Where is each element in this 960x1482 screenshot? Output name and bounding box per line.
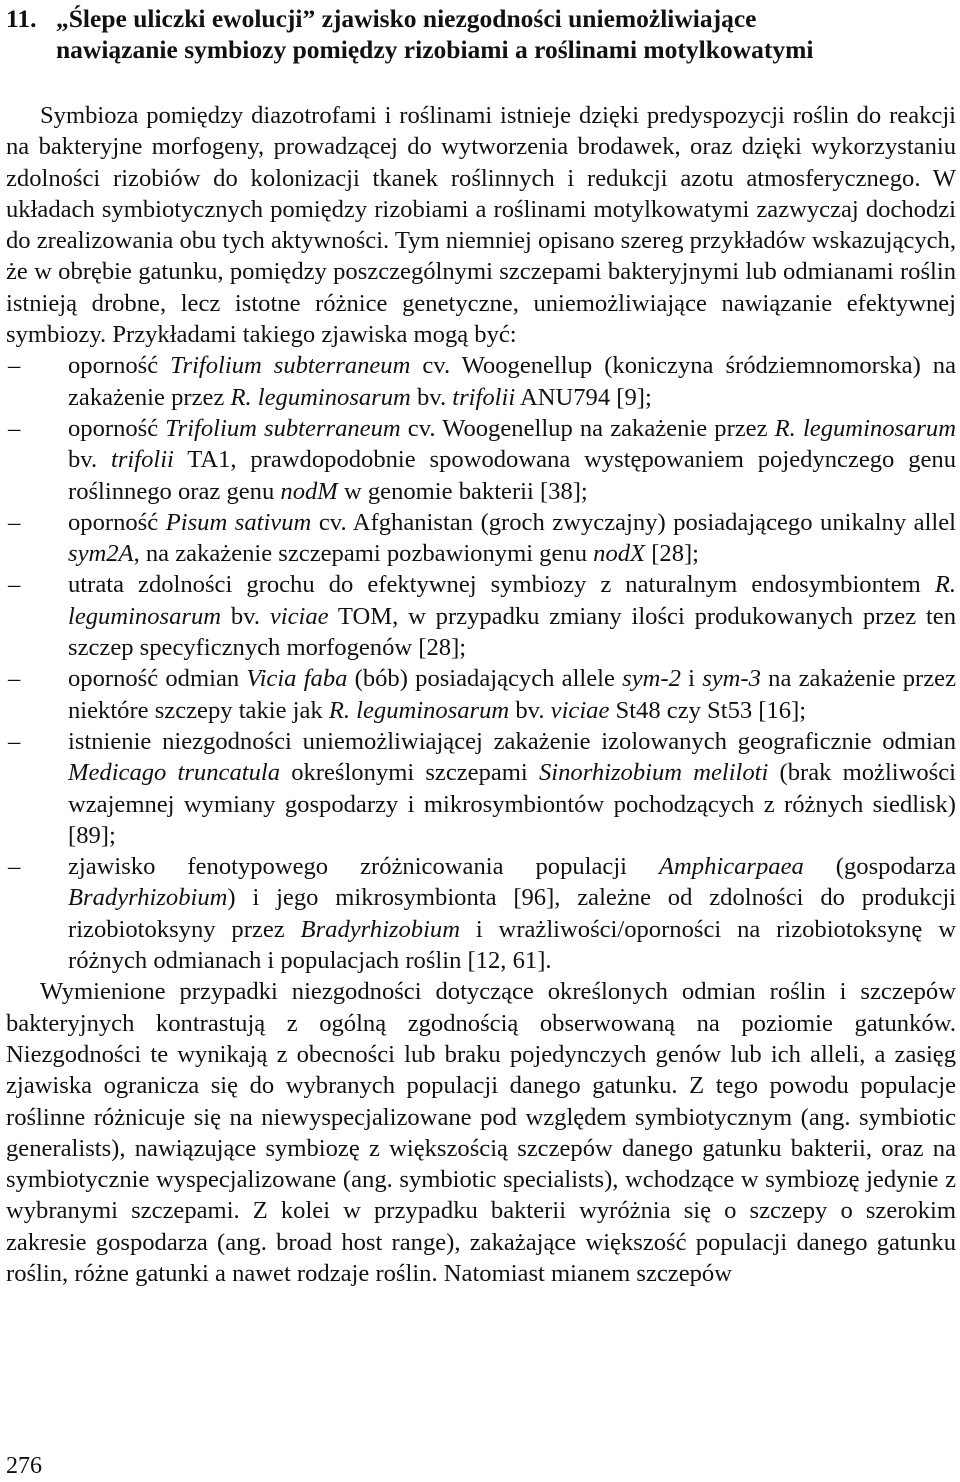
text-run: określonymi szczepami bbox=[280, 759, 539, 787]
text-run: TOM, w przypadku zmiany ilości produkowanych przez ten szczep specyficznych morfogenów [28]; bbox=[68, 602, 956, 662]
biovar-name: trifolii bbox=[452, 383, 516, 411]
genus-name: Bradyrhizobium bbox=[300, 915, 460, 943]
list-item-text bbox=[68, 507, 956, 570]
list-item bbox=[6, 663, 956, 726]
text-run: cv. Afghanistan (groch zwyczajny) posiadającego unikalny allel bbox=[311, 508, 957, 536]
allele-name: sym-2 bbox=[622, 665, 681, 693]
text-run: cv. Woogenellup na zakażenie przez bbox=[400, 414, 775, 442]
intro-paragraph bbox=[6, 100, 956, 350]
text-run: bv. bbox=[410, 383, 453, 411]
gene-name: sym2A bbox=[68, 540, 134, 568]
species-name: R. leguminosarum bbox=[328, 696, 510, 724]
text-run: TA1, prawdopodobnie spowodowana występowaniem pojedynczego genu roślinnego oraz genu bbox=[68, 446, 956, 505]
biovar-name: viciae bbox=[269, 602, 329, 630]
text-run: i wrażliwości/oporności na rizobiotoksynę w różnych odmianach i populacjach roślin [12, 61]. bbox=[68, 915, 956, 975]
species-name: Vicia faba bbox=[246, 665, 348, 693]
list-item-text bbox=[68, 851, 956, 976]
species-name: Trifolium subterraneum bbox=[165, 414, 401, 442]
text-run: (bób) posiadających allele bbox=[347, 665, 623, 693]
text-run: bv. bbox=[68, 446, 111, 474]
species-name: R. leguminosarum bbox=[230, 383, 411, 411]
text-run: ) i jego mikrosymbionta [96], zależne od zdolności do produkcji rizobiotoksyny przez bbox=[68, 884, 956, 943]
list-dash: – bbox=[8, 853, 21, 881]
section-title-line1: „Ślepe uliczki ewolucji” zjawisko niezgodności uniemożliwiające bbox=[56, 4, 757, 33]
section-title-line2: nawiązanie symbiozy pomiędzy rizobiami a roślinami motylkowatymi bbox=[56, 35, 814, 64]
list-dash: – bbox=[8, 665, 21, 693]
list-item bbox=[6, 350, 956, 413]
page-number: 276 bbox=[6, 1453, 42, 1479]
section-heading bbox=[6, 3, 956, 65]
text-run: oporność bbox=[68, 508, 166, 536]
text-run: i bbox=[680, 665, 703, 693]
list-item-text bbox=[68, 663, 956, 726]
allele-name: sym-3 bbox=[702, 665, 761, 693]
text-run: (gospodarza bbox=[803, 853, 956, 881]
list-item bbox=[6, 726, 956, 851]
page bbox=[6, 3, 956, 1289]
text-run: [28]; bbox=[645, 540, 700, 568]
text-run: istnienie niezgodności uniemożliwiającej zakażenie izolowanych geograficznie odmian bbox=[68, 727, 956, 755]
species-name: R. leguminosarum bbox=[68, 571, 956, 630]
examples-list bbox=[6, 350, 956, 976]
text-run: oporność odmian bbox=[68, 665, 247, 693]
text-run: St48 czy St53 [16]; bbox=[609, 696, 807, 724]
list-item bbox=[6, 507, 956, 570]
text-run: , na zakażenie szczepami pozbawionymi genu bbox=[133, 540, 594, 568]
genus-name: Amphicarpaea bbox=[659, 853, 804, 881]
intro-text: Symbioza pomiędzy diazotrofami i roślinami istnieje dzięki predyspozycji roślin do reakcji na bakteryjne morfogeny, prowadzącej do wytworzenia brodawek, oraz dzięki wykorzystaniu zdolności rizobiów do kolonizacji tkanek roślinnych i redukcji azotu atmosferycznego. W układach symbiotycznych pomiędzy rizobiami a roślinami motylkowatymi zazwyczaj dochodzi do zrealizowania obu tych aktywności. Tym niemniej opisano szereg przykładów wskazujących, że w obrębie gatunku, pomiędzy poszczególnymi szczepami bakteryjnymi lub odmianami roślin istnieją drobne, lecz istotne różnice genetyczne, uniemożliwiające nawiązanie efektywnej symbiozy. Przykładami takiego zjawiska mogą być: bbox=[6, 102, 956, 349]
gene-name: nodX bbox=[593, 540, 646, 568]
genus-name: Bradyrhizobium bbox=[68, 884, 228, 912]
text-run: zjawisko fenotypowego zróżnicowania populacji bbox=[68, 853, 659, 881]
biovar-name: trifolii bbox=[111, 446, 174, 474]
text-run: (brak możliwości wzajemnej wymiany gospodarzy i mikrosymbiontów pochodzących z różnych siedlisk) [89]; bbox=[68, 759, 957, 849]
list-dash: – bbox=[8, 352, 21, 380]
list-item bbox=[6, 413, 956, 507]
text-run: cv. Woogenellup (koniczyna śródziemnomorska) na zakażenie przez bbox=[68, 352, 956, 411]
list-item bbox=[6, 569, 956, 663]
text-run: oporność bbox=[68, 414, 166, 442]
species-name: R. leguminosarum bbox=[774, 414, 956, 442]
section-title bbox=[56, 3, 956, 65]
list-item bbox=[6, 851, 956, 976]
text-run: bv. bbox=[509, 696, 551, 724]
list-item-text bbox=[68, 569, 956, 663]
list-dash: – bbox=[8, 727, 21, 755]
closing-text: Wymienione przypadki niezgodności dotyczące określonych odmian roślin i szczepów bakteryjnych kontrastują z ogólną zgodnością obserwowaną na poziomie gatunków. Niezgodności te wynikają z obecności lub braku pojedynczych genów lub ich alleli, a zasięg zjawiska ogranicza się do wybranych populacji danego gatunku. Z tego powodu populacje roślinne różnicuje się na niewyspecjalizowane pod względem symbiotycznym (ang. symbiotic generalists), nawiązujące symbiozę z większością szczepów danego gatunku bakterii, oraz na symbiotycznie wyspecjalizowane (ang. symbiotic specialists), wchodzące w symbiozę jedynie z wybranymi szczepami. Z kolei w przypadku bakterii wyróżnia się o szczepy o szerokim zakresie gospodarza (ang. broad host range), zakażające większość populacji danego gatunku roślin, różne gatunki a nawet rodzaje roślin. Natomiast mianem szczepów bbox=[6, 978, 956, 1287]
list-dash: – bbox=[8, 414, 21, 442]
list-item-text bbox=[68, 350, 956, 413]
text-run: oporność bbox=[68, 352, 171, 380]
species-name: Medicago truncatula bbox=[68, 759, 281, 787]
list-dash: – bbox=[8, 508, 21, 536]
text-run: bv. bbox=[221, 602, 270, 630]
text-run: utrata zdolności grochu do efektywnej symbiozy z naturalnym endosymbiontem bbox=[68, 571, 935, 599]
text-run: ANU794 [9]; bbox=[515, 383, 652, 411]
gene-name: nodM bbox=[280, 477, 338, 505]
species-name: Trifolium subterraneum bbox=[170, 352, 411, 380]
species-name: Sinorhizobium meliloti bbox=[538, 759, 769, 787]
text-run: na zakażenie przez niektóre szczepy takie jak bbox=[68, 665, 956, 724]
closing-paragraph bbox=[6, 976, 956, 1289]
biovar-name: viciae bbox=[550, 696, 610, 724]
list-item-text bbox=[68, 726, 956, 851]
section-number: 11. bbox=[6, 4, 37, 33]
list-dash: – bbox=[8, 571, 21, 599]
text-run: w genomie bakterii [38]; bbox=[337, 477, 588, 505]
species-name: Pisum sativum bbox=[165, 508, 312, 536]
list-item-text bbox=[68, 413, 956, 507]
